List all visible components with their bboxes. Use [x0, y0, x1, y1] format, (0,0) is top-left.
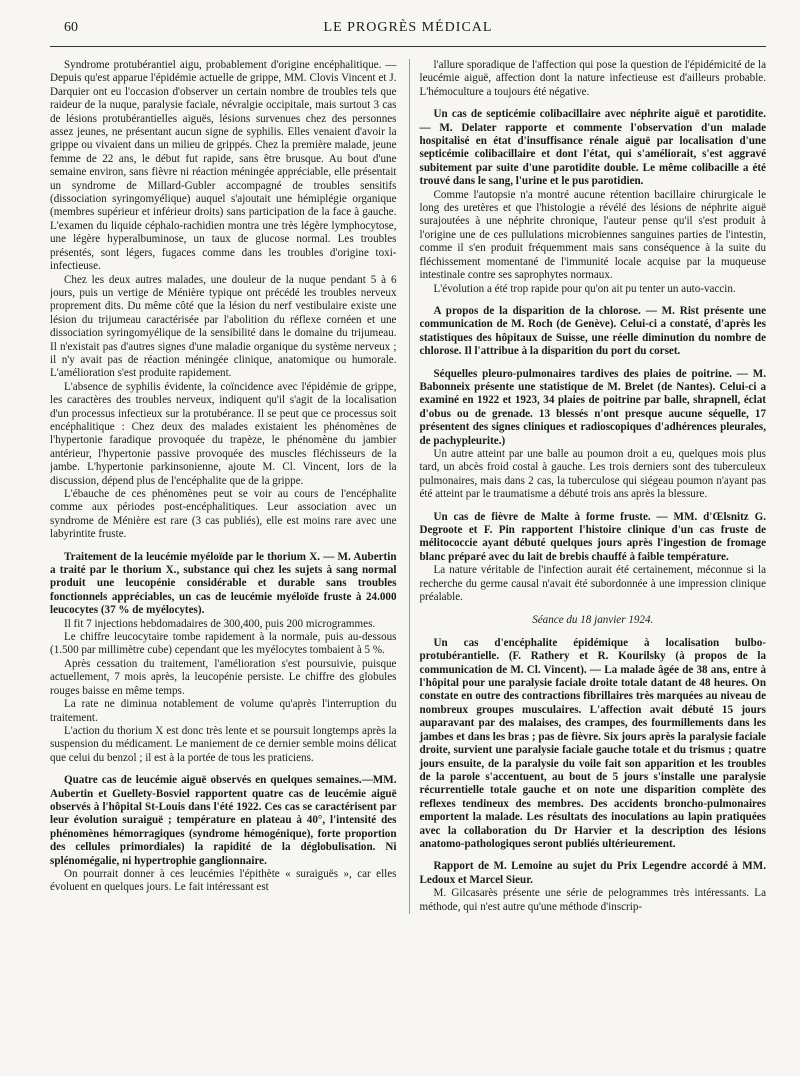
article-columns	[50, 59, 766, 914]
paragraph: La nature véritable de l'infection aurait été certainement, méconnue si la recherche du germe causal n'avait été subordonnée à une impression clinique préalable.	[419, 564, 766, 604]
session-date: Séance du 18 janvier 1924.	[532, 614, 654, 627]
paragraph: L'ébauche de ces phénomènes peut se voir au cours de l'encéphalite comme aux périodes post-encéphalitiques. Leur association avec un syndrome de Ménière est rare (3 cas publiés), elle est moins rare avec une labyrintite fruste.	[50, 488, 397, 541]
section-heading-paragraph: Un cas de fièvre de Malte à forme fruste. — MM. d'Œlsnitz G. Degroote et F. Pin rapportent l'histoire clinique d'un cas fruste de mélitococcie ayant débuté quelques jours après l'ingestion de fromage blanc préparé avec du lait de brebis chauffé à faible température.	[419, 510, 766, 563]
section-heading-paragraph: Traitement de la leucémie myéloïde par le thorium X. — M. Aubertin a traité par le thorium X., substance qui chez les sujets à sang normal produit une leucopénie considérable et durable sans troubles fonctionnels appréciables, un cas de leucémie myéloïde fruste à 24.000 leucocytes (37 % de myélocytes).	[50, 550, 397, 617]
right-column	[409, 59, 767, 914]
section-heading-paragraph: Rapport de M. Lemoine au sujet du Prix Legendre accordé à MM. Ledoux et Marcel Sieur.	[419, 860, 766, 886]
paragraph: Après cessation du traitement, l'amélioration s'est poursuivie, puisque actuellement, 7 mois après, la leucopénie persiste. Le chiffre des globules rouges baisse en même temps.	[50, 657, 397, 697]
paragraph: L'évolution a été trop rapide pour qu'on ait pu tenter un auto-vaccin.	[433, 282, 736, 295]
journal-title: LE PROGRÈS MÉDICAL	[323, 20, 493, 35]
section-heading-paragraph: Un cas de septicémie colibacillaire avec néphrite aiguë et parotidite. — M. Delater rapporte et commente l'observation d'un malade hospitalisé en état d'insuffisance rénale aiguë par localisation d'une septicémie colibacillaire et dont l'état, qui s'améliorait, s'est aggravé subitement par suite d'une parotidite double. Le même colibacille a été trouvé dans le sang, l'urine et le pus parotidien.	[419, 108, 766, 188]
paragraph: La rate ne diminua notablement de volume qu'après l'interruption du traitement.	[50, 698, 397, 724]
section-heading-paragraph: Séquelles pleuro-pulmonaires tardives des plaies de poitrine. — M. Babonneix présente une statistique de M. Brelet (de Nantes). Celui-ci a examiné en 1922 et 1923, 34 plaies de poitrine par balle, shrapnell, éclat d'obus ou de grenade. 13 blessés n'ont presque aucune séquelle, 17 présentent des signes cliniques et radioscopiques d'adhérences pleurales, de pachypleurite.)	[419, 367, 766, 447]
paragraph: Le chiffre leucocytaire tombe rapidement à la normale, puis au-dessous (1.500 par millimètre cube) cependant que les myélocytes tombaient à 5 %.	[50, 631, 397, 657]
section-heading-paragraph: A propos de la disparition de la chlorose. — M. Rist présente une communication de M. Roch (de Genève). Celui-ci a constaté, d'après les statistiques des hôpitaux de Suisse, une réelle diminution du nombre de chlorose. Il l'attribue à la disparition du port du corset.	[419, 304, 766, 358]
paragraph: Un autre atteint par une balle au poumon droit a eu, quelques mois plus tard, un abcès froid costal à gauche. Les trois derniers sont des tuberculeux pulmonaires, mais dans 2 cas, la tuberculose qui siégeau poumon n'ayant pas été atteint par le traumatisme a débuté trois ans après la blessure.	[419, 447, 766, 501]
left-column	[50, 59, 397, 914]
paragraph: Syndrome protubérantiel aigu, probablement d'origine encéphalitique. — Depuis qu'est apparue l'épidémie actuelle de grippe, MM. Clovis Vincent et J. Darquier ont eu l'occasion d'observer un certain nombre de troubles tels que raideur de la nuque, paralysie faciale, névralgie occipitale, mais surtout 3 cas de lésions protubérantielles aiguës, lésions survenues chez des personnes assez jeunes, ne présentant aucun signe de syphilis. Elles venaient d'avoir la grippe ou vivaient dans un milieu de grippés. Chez la première malade, jeune femme de 22 ans, le début fut rapide, sans être brusque. Au bout d'une semaine environ, sans fièvre ni réaction méningée appréciable, elle présentait un syndrome de Millard-Gubler accompagné de troubles sensitifs (dissociation syringomyélique) auquel s'ajoutait une hémiplégie organique (membres supérieur et inférieur droits) sans participation de la face à gauche. L'examen du liquide céphalo-rachidien montra une très légère lymphocytose, une légère hyperalbuminose, un taux de glucose normal. Les troubles présentés, sont légers, fugaces comme dans les troubles d'origine toxi-infectieuse.	[50, 59, 397, 273]
section-heading-paragraph: Un cas d'encéphalite épidémique à localisation bulbo-protubérantielle. (F. Rathery et R. Kourilsky (à propos de la communication de M. Cl. Vincent). — La malade âgée de 38 ans, entre à l'hôpital pour une paralysie faciale droite totale datant de 48 heures. On constate en outre des contractions fibrillaires très marquées au niveau de nombreux groupes musculaires. L'affection avait débuté 15 jours auparavant par des malaises, des crampes, des fourmillements dans les jambes et dans les bras ; pas de fièvre. Six jours après la paralysie faciale droite, survient une paralysie faciale gauche totale et du trismus ; quatre jours ensuite, de la paralysie du voile fait son apparition et les troubles de la parole s'accentuent, au bout de 5 jours s'installe une paralysie récurrentielle totale gauche et on note une disparition complète des reflexes tendineux des membres. Des accidents broncho-pulmonaires emportent la malade. Les résultats des inoculations au lapin pratiquées avec la collaboration du Dr Harvier et la description des lésions anatomo-pathologiques seront publiés ultérieurement.	[419, 636, 766, 850]
paragraph: Chez les deux autres malades, une douleur de la nuque pendant 5 à 6 jours, puis un vertige de Ménière typique ont précédé les troubles nerveux proprement dits. Du même côté que la lésion du nerf vestibulaire existe une lésion du trijumeau caractérisée par l'abolition du réflexe cornéen et une dissociation syringomyélique de la sensibilité dans le domaine du trijumeau. Il n'existait pas d'autres signes d'une maladie organique du système nerveux ; il n'y avait pas de réaction méningée clinique, anatomique ou humorale. L'amélioration s'est produite rapidement.	[50, 273, 397, 380]
paragraph: Comme l'autopsie n'a montré aucune rétention bacillaire chirurgicale le long des uretères et que l'histologie a révélé des lésions de néphrite aiguë surajoutées à une néphrite chronique, l'auteur pense qu'il s'est produit à l'origine une de ces pullulations microbiennes sanguines parties de l'intestin, comme il s'en produit fréquemment mais sans conséquence à la suite du fléchissement momentané de l'immunité locale acquise par la muqueuse intestinale contre ses saprophytes normaux.	[419, 188, 766, 282]
paragraph: M. Gilcasarès présente une série de pelogrammes très intéressants. La méthode, qui n'est autre qu'une méthode d'inscrip-	[419, 887, 766, 913]
paragraph: l'allure sporadique de l'affection qui pose la question de l'épidémicité de la leucémie aiguë, affection dont la nature infectieuse est d'ailleurs probable. L'hémoculture a toujours été négative.	[419, 59, 766, 98]
page-header	[50, 0, 766, 47]
paragraph: On pourrait donner à ces leucémies l'épithète « suraiguës », car elles évoluent en quelques jours. Le fait intéressant est	[50, 867, 397, 894]
paragraph: L'action du thorium X est donc très lente et se poursuit longtemps après la suspension du médicament. Le maniement de ce dernier semble moins délicat que celui du benzol ; il est à la portée de tous les praticiens.	[50, 724, 397, 764]
page-number: 60	[64, 20, 78, 35]
paragraph: L'absence de syphilis évidente, la coïncidence avec l'épidémie de grippe, les caractères des troubles nerveux, indiquent qu'il s'agit de la localisation d'un processus infectieux sur la protubérance. Il se peut que ce processus soit encéphalitique : Chez deux des malades existaient les phénomènes de l'hypertonie faradique provoquée du trapèze, le phénomène du jambier antérieur, l'hypertonie passive provoquée des muscles fléchisseurs de la jambe. L'hypertonie parkinsonienne, ajoute M. Cl. Vincent, lors de la discussion, dépend plus de l'encéphalite que de la grippe.	[50, 380, 397, 487]
section-heading-paragraph: Quatre cas de leucémie aiguë observés en quelques semaines.—MM. Aubertin et Guellety-Bosviel rapportent quatre cas de leucémie aiguë observés à l'hôpital St-Louis dans l'été 1922. Ces cas se caractérisent par leur évolution suraiguë ; température en plateau à 40°, l'intensité des phénomènes hémorragiques (syndrome hémogénique), forte proportion des cellules primordiales) la rapidité de la déglobulisation. Ni splénomégalie, ni hypertrophie ganglionnaire.	[50, 774, 397, 867]
paragraph: Il fit 7 injections hebdomadaires de 300,400, puis 200 microgrammes.	[64, 617, 376, 630]
